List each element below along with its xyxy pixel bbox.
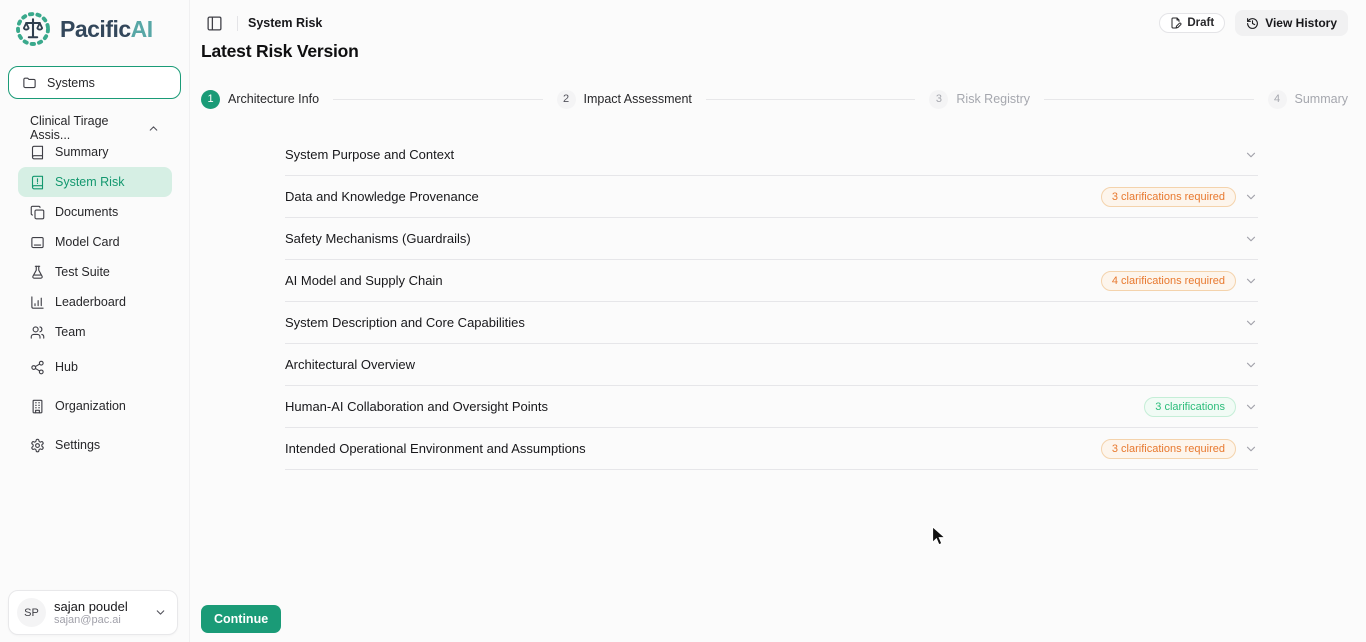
section-title: AI Model and Supply Chain [285,273,443,288]
sidebar-item-documents[interactable] [18,197,172,227]
systems-button-label: Systems [47,75,95,90]
view-history-button[interactable] [1235,10,1348,36]
card-icon [30,235,45,250]
page-title: Latest Risk Version [201,41,359,61]
clarifications-badge: 3 clarifications required [1101,439,1236,459]
step-connector [1044,99,1254,100]
step-connector [706,99,916,100]
book-icon [30,145,45,160]
accordion-row-intended-environment[interactable] [285,428,1258,470]
view-history-label: View History [1265,16,1337,30]
flask-icon [30,265,45,280]
section-accordion [285,134,1258,470]
sidebar-item-label: Documents [55,205,119,219]
panel-left-icon [206,15,223,32]
user-meta [54,599,146,627]
accordion-row-system-description[interactable] [285,302,1258,344]
clarifications-badge: 4 clarifications required [1101,271,1236,291]
section-title: Safety Mechanisms (Guardrails) [285,231,471,246]
step-number: 1 [201,90,220,109]
systems-button[interactable] [8,66,181,99]
divider [237,16,238,31]
step-summary[interactable] [1268,90,1348,109]
accordion-row-architectural-overview[interactable] [285,344,1258,386]
section-title: System Purpose and Context [285,147,455,162]
building-icon [30,399,45,414]
sidebar-item-label: Test Suite [55,265,110,279]
sidebar-item-organization[interactable] [18,391,172,421]
sidebar-item-hub[interactable] [18,352,172,382]
continue-button[interactable]: Continue [201,605,281,633]
sidebar-toggle-button[interactable] [201,11,227,35]
sidebar-item-leaderboard[interactable] [18,287,172,317]
chevron-down-icon [1244,232,1258,246]
avatar: SP [17,598,46,627]
accordion-row-data-provenance[interactable] [285,176,1258,218]
sidebar [0,0,190,642]
user-email: sajan@pac.ai [54,613,121,626]
step-label: Architecture Info [228,92,320,106]
brand-name: PacificAI [60,15,153,42]
section-title: Human-AI Collaboration and Oversight Points [285,399,549,414]
step-connector [333,99,543,100]
section-title: Architectural Overview [285,357,416,372]
accordion-row-ai-model-supply-chain[interactable] [285,260,1258,302]
accordion-row-safety-mechanisms[interactable] [285,218,1258,260]
files-icon [30,205,45,220]
chart-column-icon [30,295,45,310]
clarifications-badge: 3 clarifications [1144,397,1236,417]
chevron-down-icon [1244,400,1258,414]
file-pen-icon [1170,17,1182,29]
user-name: sajan poudel [54,598,128,614]
accordion-row-system-purpose[interactable] [285,134,1258,176]
users-icon [30,325,45,340]
section-title: Intended Operational Environment and Assumptions [285,441,586,456]
sidebar-item-test-suite[interactable] [18,257,172,287]
stepper [201,89,1348,109]
chevron-up-icon [147,122,160,135]
share-icon [30,360,45,375]
pacific-ai-logo-icon [14,10,52,48]
sidebar-item-label: Summary [55,145,109,159]
topbar-actions [1159,10,1348,36]
sidebar-item-system-risk[interactable] [18,167,172,197]
sidebar-item-label: Settings [55,438,101,452]
main-content [190,0,1366,642]
sidebar-item-label: Hub [55,360,78,374]
sidebar-item-label: Team [55,325,86,339]
section-title: System Description and Core Capabilities [285,315,525,330]
sidebar-item-summary[interactable] [18,137,172,167]
clarifications-badge: 3 clarifications required [1101,187,1236,207]
step-impact-assessment[interactable] [557,90,692,109]
sidebar-item-team[interactable] [18,317,172,347]
user-menu[interactable] [8,590,178,635]
gear-icon [30,438,45,453]
chevron-down-icon [1244,274,1258,288]
sidebar-item-model-card[interactable] [18,227,172,257]
sidebar-nav [18,137,172,347]
step-number: 2 [557,90,576,109]
step-number: 4 [1268,90,1287,109]
folder-icon [22,75,37,90]
sidebar-item-label: System Risk [55,175,125,189]
step-label: Risk Registry [956,92,1031,106]
book-alert-icon [30,175,45,190]
chevron-down-icon [1244,316,1258,330]
topbar [201,10,1348,36]
chevron-down-icon [1244,442,1258,456]
draft-badge-label: Draft [1187,17,1215,29]
section-title: Data and Knowledge Provenance [285,189,479,204]
step-label: Summary [1294,92,1348,106]
sidebar-item-label: Model Card [55,235,120,249]
chevron-down-icon [154,606,167,619]
sidebar-item-label: Organization [55,399,126,413]
sidebar-item-settings[interactable] [18,430,172,460]
step-risk-registry[interactable] [929,90,1030,109]
draft-badge[interactable] [1159,13,1225,33]
breadcrumb: System Risk [248,16,323,30]
step-number: 3 [929,90,948,109]
sidebar-item-label: Leaderboard [55,295,126,309]
step-label: Impact Assessment [583,92,692,106]
chevron-down-icon [1244,190,1258,204]
chevron-down-icon [1244,358,1258,372]
step-architecture-info[interactable] [201,90,319,109]
sidebar-secondary-nav [18,352,172,469]
history-icon [1246,17,1259,30]
accordion-row-human-ai-collaboration[interactable] [285,386,1258,428]
chevron-down-icon [1244,148,1258,162]
brand-logo[interactable] [14,10,153,48]
project-name: Clinical Tirage Assis... [30,114,109,142]
